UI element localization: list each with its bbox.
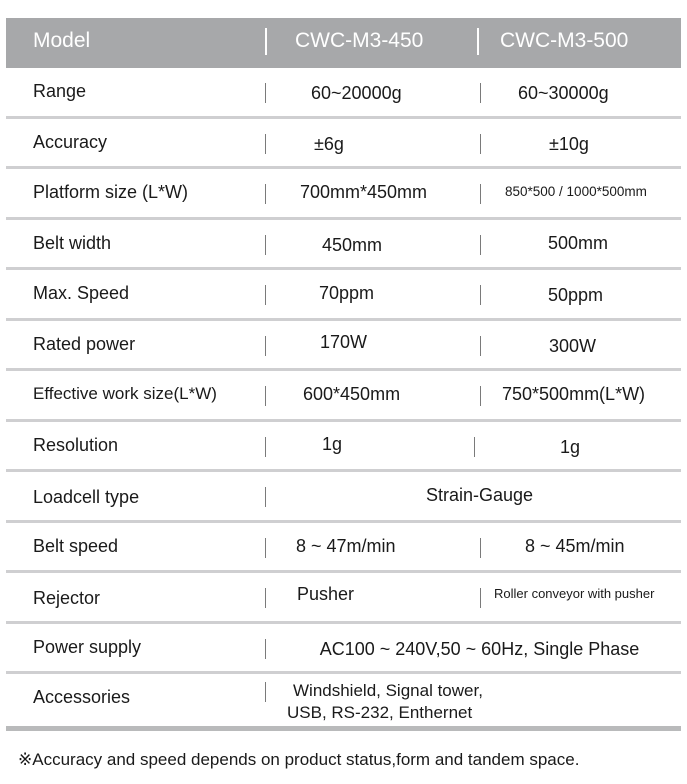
table-row-power-supply — [6, 624, 681, 675]
column-divider — [265, 336, 266, 356]
column-divider — [265, 285, 266, 305]
value-model-b: 750*500mm(L*W) — [502, 384, 646, 404]
column-divider — [480, 235, 481, 255]
column-divider — [265, 538, 266, 558]
row-label: Rated power — [33, 333, 136, 354]
header-model-label: Model — [33, 29, 91, 52]
table-row-accuracy — [6, 119, 681, 170]
table-row-effective-work-size — [6, 371, 681, 422]
value-model-b: ±10g — [549, 133, 589, 154]
value-model-a: 450mm — [322, 234, 383, 255]
header-model-b: CWC-M3-500 — [500, 29, 629, 52]
column-divider — [265, 134, 266, 154]
column-divider — [265, 682, 266, 702]
table-row-range — [6, 68, 681, 119]
footnote: ※Accuracy and speed depends on product status,form and tandem space. — [18, 750, 580, 769]
column-divider — [480, 336, 481, 356]
column-divider — [480, 538, 481, 558]
table-row-belt-width — [6, 220, 681, 271]
row-label: Range — [33, 81, 87, 101]
table-row-rejector — [6, 573, 681, 624]
value-model-a: 700mm*450mm — [300, 182, 428, 202]
value-model-a: 8 ~ 47m/min — [296, 535, 396, 556]
table-row-loadcell-type — [6, 472, 681, 523]
value-model-b: Roller conveyor with pusher — [494, 586, 655, 601]
value-model-b: 300W — [549, 335, 597, 356]
column-divider — [480, 184, 481, 204]
accessories-line-1: Windshield, Signal tower, — [293, 681, 483, 700]
column-divider — [265, 588, 266, 608]
value-shared: AC100 ~ 240V,50 ~ 60Hz, Single Phase — [319, 638, 640, 659]
column-divider — [480, 83, 481, 103]
column-divider — [265, 437, 266, 457]
value-model-a: 70ppm — [319, 283, 375, 303]
value-model-a: 170W — [320, 331, 368, 352]
column-divider — [480, 386, 481, 406]
header-model-a: CWC-M3-450 — [295, 29, 424, 52]
table-row-belt-speed — [6, 523, 681, 574]
value-model-b: 850*500 / 1000*500mm — [505, 184, 647, 199]
table-row-rated-power — [6, 321, 681, 372]
header-divider — [477, 28, 479, 55]
row-label: Accessories — [33, 687, 131, 707]
header-divider — [265, 28, 267, 55]
accessories-line-2: USB, RS-232, Enthernet — [287, 703, 473, 722]
row-label: Resolution — [33, 434, 119, 455]
column-divider — [474, 437, 475, 457]
value-shared: Strain-Gauge — [425, 485, 534, 505]
value-model-a: ±6g — [314, 133, 344, 154]
row-label: Loadcell type — [33, 487, 140, 507]
column-divider — [265, 184, 266, 204]
value-model-b: 500mm — [548, 232, 609, 253]
table-header — [6, 18, 681, 68]
column-divider — [265, 386, 266, 406]
row-label: Rejector — [33, 588, 101, 608]
value-model-b: 1g — [560, 436, 581, 457]
row-label: Max. Speed — [33, 283, 130, 303]
column-divider — [265, 83, 266, 103]
column-divider — [265, 235, 266, 255]
column-divider — [480, 134, 481, 154]
value-model-a: 1g — [322, 433, 343, 454]
row-label: Belt speed — [33, 535, 119, 556]
value-model-b: 60~30000g — [518, 83, 609, 103]
row-label: Power supply — [33, 636, 142, 657]
table-row-platform-size — [6, 169, 681, 220]
column-divider — [480, 285, 481, 305]
value-model-a: Pusher — [297, 584, 355, 604]
row-label: Accuracy — [33, 131, 108, 152]
row-label: Belt width — [33, 232, 112, 253]
column-divider — [480, 588, 481, 608]
value-model-b: 50ppm — [548, 285, 604, 305]
value-shared — [287, 680, 483, 724]
table-row-resolution — [6, 422, 681, 473]
spec-table — [6, 18, 681, 731]
value-model-a: 600*450mm — [303, 384, 401, 404]
table-row-max-speed — [6, 270, 681, 321]
value-model-a: 60~20000g — [311, 83, 402, 103]
row-label: Platform size (L*W) — [33, 182, 189, 202]
table-row-accessories — [6, 674, 681, 731]
row-label: Effective work size(L*W) — [33, 384, 217, 403]
value-model-b: 8 ~ 45m/min — [525, 535, 625, 556]
